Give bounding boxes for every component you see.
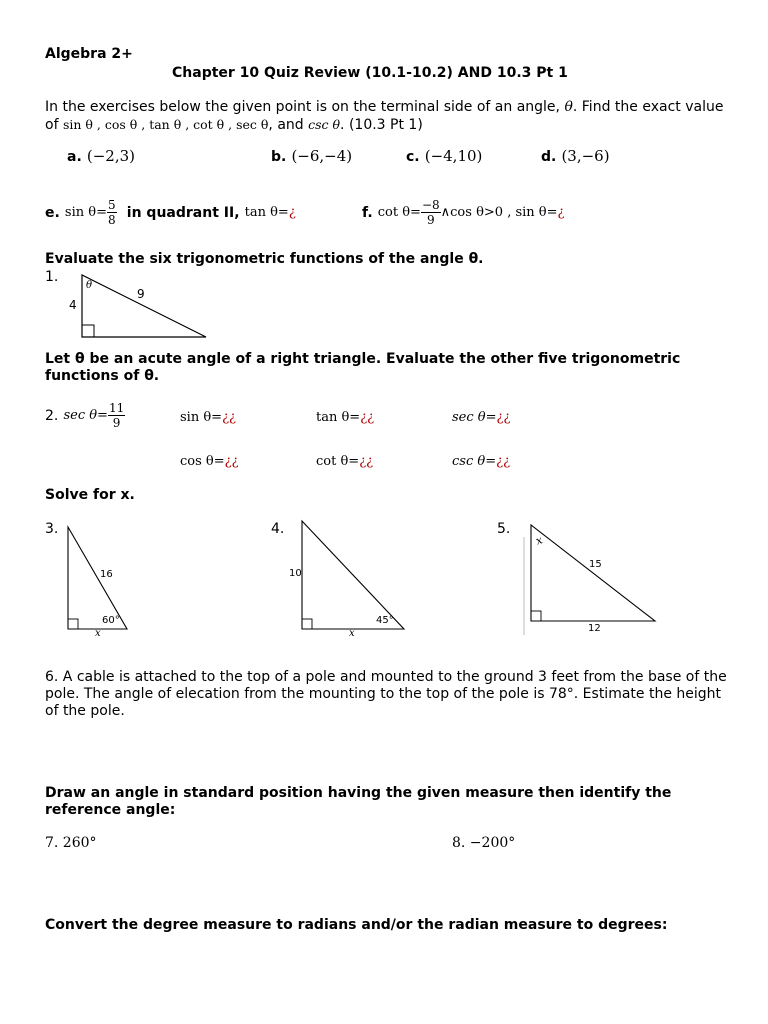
problem1-number: 1. [45, 269, 59, 285]
point-b: b. (−6,−4) [271, 147, 353, 165]
triangle-1-side-label: 4 [69, 298, 77, 312]
section2-heading-1: Let θ be an acute angle of a right triangle. Evaluate the other five trigonometric [45, 351, 681, 367]
triangle-4-base-label: x [349, 628, 355, 639]
triangle-1-hyp-label: 9 [137, 287, 145, 301]
cot-answer: cot θ=¿¿ [316, 454, 374, 469]
intro-line-1: In the exercises below the given point is on the terminal side of an angle, θ. Find the exact value [45, 99, 724, 115]
triangle-1-angle-label: θ [86, 280, 93, 291]
problem8: 8. −200° [452, 835, 516, 851]
problem6-line-1: 6. A cable is attached to the top of a pole and mounted to the ground 3 feet from the base of the [45, 669, 727, 685]
section2-heading-2: functions of θ. [45, 368, 160, 384]
triangle-4-angle-label: 45° [376, 615, 394, 626]
triangle-5-hyp-label: 15 [589, 559, 602, 570]
problem7: 7. 260° [45, 835, 97, 851]
triangle-5-base-label: 12 [588, 623, 601, 634]
cos-answer: cos θ=¿¿ [180, 454, 239, 469]
fraction-e: $\frac{5}{8}$ [107, 198, 116, 227]
csc-answer: csc θ=¿¿ [452, 454, 511, 469]
part-e: e. sin θ= $\frac{5}{8}$ in quadrant II, tan θ= ¿ [45, 198, 296, 227]
point-d: d. (3,−6) [541, 147, 610, 165]
course-title: Algebra 2+ [45, 46, 133, 62]
problem6-line-3: of the pole. [45, 703, 125, 719]
problem5-number: 5. [497, 521, 511, 537]
triangle-5-angle-label: x [533, 533, 545, 548]
problem4-number: 4. [271, 521, 285, 537]
section3-heading: Solve for x. [45, 487, 135, 503]
section4-heading-1: Draw an angle in standard position having the given measure then identify the [45, 785, 672, 801]
fraction-sec: $\frac{11}{9}$ [108, 401, 125, 430]
fraction-f: $\frac{-8}{9}$ [421, 198, 440, 227]
point-c: c. (−4,10) [406, 147, 483, 165]
part-f: f. cot θ= $\frac{-8}{9}$ ∧cos θ>0 , sin θ= ¿ [362, 198, 565, 227]
intro-line-2: of sin θ , cos θ , tan θ , cot θ , sec θ, and csc θ. (10.3 Pt 1) [45, 117, 423, 133]
section1-heading: Evaluate the six trigonometric functions of the angle θ. [45, 251, 484, 267]
problem6-line-2: pole. The angle of elecation from the mounting to the top of the pole is 78°. Estimate the height [45, 686, 722, 702]
problem2-given: 2. sec θ= $\frac{11}{9}$ [45, 401, 125, 430]
triangle-3-base-label: x [95, 628, 101, 639]
page-title: Chapter 10 Quiz Review (10.1-10.2) AND 10.3 Pt 1 [172, 65, 568, 81]
triangle-3-hyp-label: 16 [100, 569, 113, 580]
sec-answer: sec θ=¿¿ [452, 410, 511, 425]
problem3-number: 3. [45, 521, 59, 537]
tan-answer: tan θ=¿¿ [316, 410, 375, 425]
section5-heading: Convert the degree measure to radians and/or the radian measure to degrees: [45, 917, 668, 933]
point-a: a. (−2,3) [67, 147, 135, 165]
section4-heading-2: reference angle: [45, 802, 176, 818]
triangle-4-leg-label: 10 [289, 568, 302, 579]
sin-answer: sin θ=¿¿ [180, 410, 237, 425]
triangle-3-angle-label: 60° [102, 615, 120, 626]
